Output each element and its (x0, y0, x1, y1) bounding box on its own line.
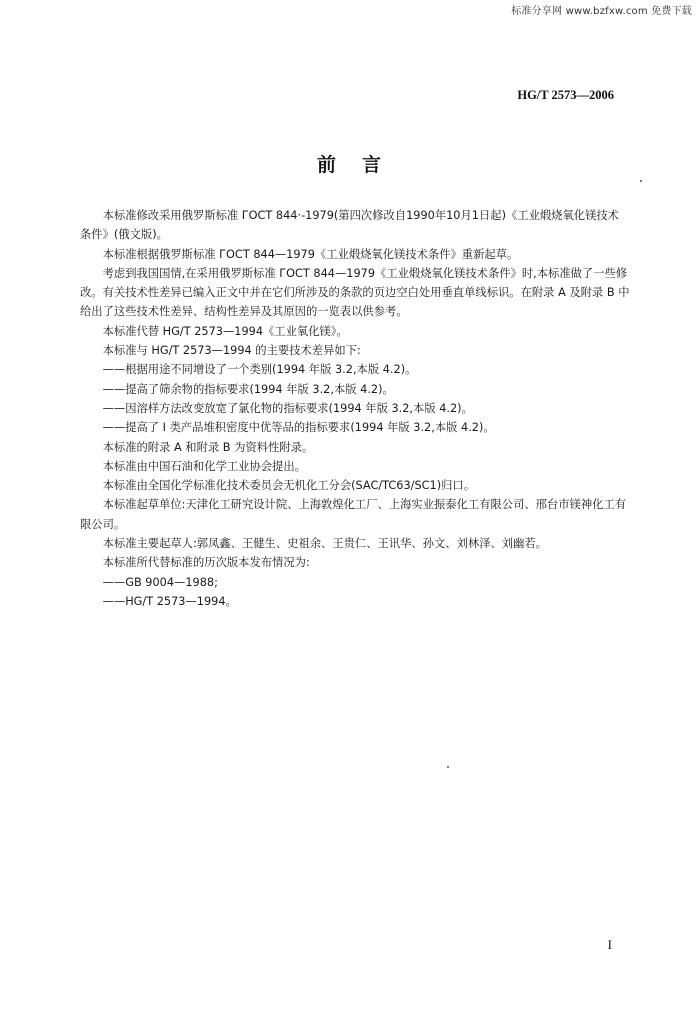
history-item: ——GB 9004—1988; (102, 575, 218, 589)
paragraph-history-intro: 本标准所代替标准的历次版本发布情况为: (102, 556, 310, 570)
history-item: ——HG/T 2573—1994。 (102, 594, 237, 608)
foreword-body (80, 206, 630, 611)
paragraph-drafting-units: 本标准起草单位:天津化工研究设计院、上海敦煌化工厂、上海实业振泰化工有限公司、邢台市镁神化工有限公司。 (80, 498, 627, 531)
paragraph-replaces: 本标准代替 HG/T 2573—1994《工业氧化镁》。 (102, 324, 348, 338)
difference-item: ——提高了筛余物的指标要求(1994 年版 3.2,本版 4.2)。 (102, 382, 394, 396)
watermark-text: 标准分享网 www.bzfxw.com 免费下载 (511, 6, 692, 17)
scan-speck (447, 766, 449, 768)
difference-item: ——根据用途不同增设了一个类别(1994 年版 3.2,本版 4.2)。 (102, 363, 417, 377)
paragraph-drafting-basis: 本标准根据俄罗斯标准 ГОСТ 844—1979《工业煅烧氧化镁技术条件》重新起草。 (102, 247, 519, 261)
difference-item: ——因溶样方法改变放宽了氯化物的指标要求(1994 年版 3.2,本版 4.2)。 (102, 401, 473, 415)
paragraph-appendices: 本标准的附录 A 和附录 B 为资料性附录。 (102, 440, 314, 454)
page-number: I (607, 937, 612, 952)
paragraph-modifications: 考虑到我国国情,在采用俄罗斯标准 ГОСТ 844—1979《工业煅烧氧化镁技术条件》时,本标准做了一些修改。有关技术性差异已编入正文中并在它们所涉及的条款的页边空白处用垂直单线标识。在附录 A 及附录 B 中给出了这些技术性差异、结构性差异及其原因的一览表以供参考。 (80, 266, 630, 319)
paragraph-drafters: 本标准主要起草人:郭凤鑫、王健生、史祖余、王贵仁、王讯华、孙文、刘林泽、刘幽若。 (102, 537, 547, 551)
paragraph-proposer: 本标准由中国石油和化学工业协会提出。 (102, 459, 306, 473)
standard-code: HG/T 2573—2006 (517, 88, 614, 102)
scan-speck (640, 180, 642, 182)
page-title: 前言 (316, 154, 407, 176)
paragraph-committee: 本标准由全国化学标准化技术委员会无机化工分会(SAC/TC63/SC1)归口。 (102, 479, 475, 493)
difference-item: ——提高了 I 类产品堆积密度中优等品的指标要求(1994 年版 3.2,本版 4.2)。 (102, 421, 495, 435)
paragraph-adoption: 本标准修改采用俄罗斯标准 ГОСТ 844·-1979(第四次修改自1990年10月1日起)《工业煅烧氧化镁技术条件》(俄文版)。 (80, 209, 619, 242)
paragraph-differences-intro: 本标准与 HG/T 2573—1994 的主要技术差异如下: (102, 344, 361, 358)
